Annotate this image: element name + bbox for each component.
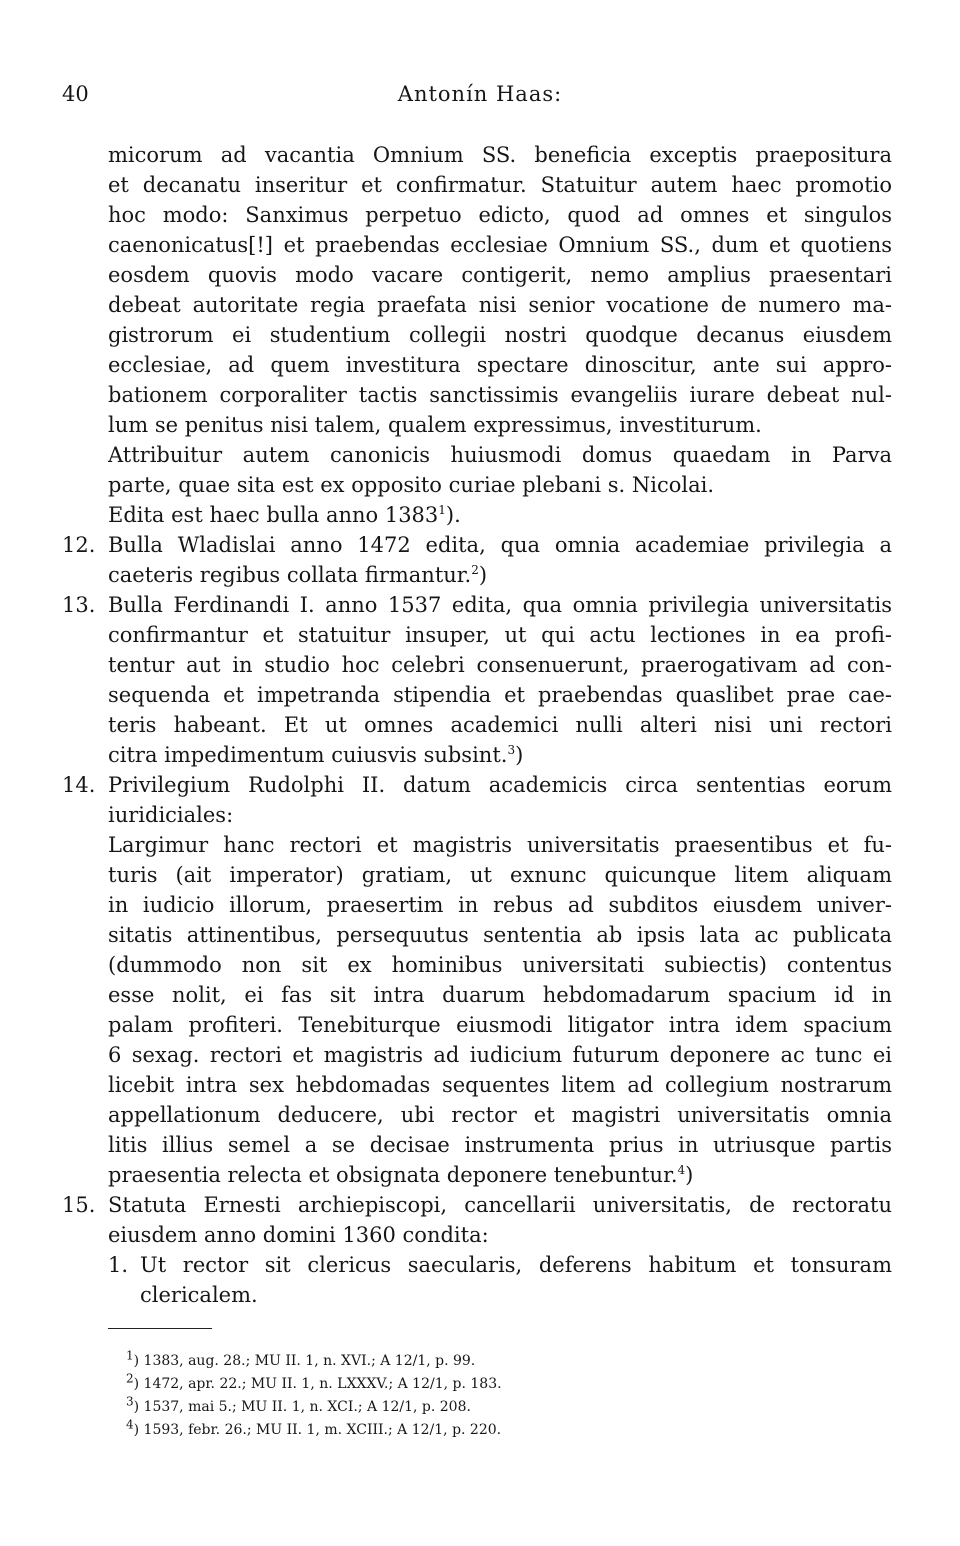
footnote-mark: 3 (126, 1394, 134, 1409)
item-number: 15. (62, 1193, 96, 1217)
text-line: sequenda et impetranda stipendia et praebendas quaslibet prae cae- (108, 683, 892, 707)
text-line: eiusdem anno domini 1360 condita: (108, 1223, 489, 1247)
text-line: Privilegium Rudolphi II. datum academicis circa sententias eorum (108, 773, 892, 797)
text-line: in iudicio illorum, praesertim in rebus ad subditos eiusdem univer- (108, 893, 892, 917)
list-item (62, 770, 892, 1190)
footnote (126, 1373, 502, 1396)
text-line: Ut rector sit clericus saecularis, deferens habitum et tonsuram (140, 1253, 892, 1277)
footnote-ref: 3 (507, 743, 516, 757)
text-line (108, 560, 892, 590)
text-span: citra impedimentum cuiusvis subsint. (108, 743, 508, 767)
text-line: Bulla Wladislai anno 1472 edita, qua omnia academiae privilegia a (108, 533, 892, 557)
body-text (62, 140, 892, 1310)
text-line: 6 sexag. rectori et magistris ad iudicium futurum deponere ac tunc ei (108, 1043, 892, 1067)
text-line: lum se penitus nisi talem, qualem expressimus, investiturum. (108, 413, 762, 437)
footnote-ref-end: ) (478, 563, 488, 587)
sub-list-item (108, 1250, 892, 1310)
sub-item-number: 1. (108, 1253, 129, 1277)
footnote (126, 1396, 502, 1419)
footnote-text: ) 1383, aug. 28.; MU II. 1, n. XVI.; A 12/1, p. 99. (133, 1353, 476, 1369)
footnote-mark: 2 (126, 1371, 134, 1386)
text-line: litis illius semel a se decisae instrumenta prius in utriusque partis (108, 1133, 892, 1157)
page-number: 40 (62, 82, 89, 106)
footnote-ref: 4 (677, 1163, 686, 1177)
footnotes (126, 1350, 502, 1442)
text-line: clericalem. (140, 1283, 258, 1307)
footnote-ref: 1 (438, 503, 446, 517)
text-line: bationem corporaliter tactis sanctissimis evangeliis iurare debeat nul- (108, 383, 892, 407)
item-number: 12. (62, 533, 96, 557)
text-line: eosdem quovis modo vacare contigerit, nemo amplius praesentari (108, 263, 892, 287)
text-line: appellationum deducere, ubi rector et magistri universitatis omnia (108, 1103, 892, 1127)
text-line: licebit intra sex hebdomadas sequentes litem ad collegium nostrarum (108, 1073, 892, 1097)
text-line: ecclesiae, ad quem investitura spectare dinoscitur, ante sui appro- (108, 353, 892, 377)
footnote-rule (108, 1328, 212, 1329)
text-line: Attribuitur autem canonicis huiusmodi domus quaedam in Parva (108, 443, 892, 467)
footnote-text: ) 1537, mai 5.; MU II. 1, n. XCI.; A 12/1, p. 208. (133, 1399, 471, 1415)
footnote-mark: 4 (126, 1417, 134, 1432)
intro-paragraph (108, 140, 892, 530)
running-head: Antonín Haas: (397, 82, 563, 106)
text-line: turis (ait imperator) gratiam, ut exnunc quicunque litem aliquam (108, 863, 892, 887)
edita-text: Edita est haec bulla anno 1383 (108, 503, 439, 527)
edita-line (108, 500, 892, 530)
text-line: palam profiteri. Tenebiturque eiusmodi litigator intra idem spacium (108, 1013, 892, 1037)
text-line (108, 740, 892, 770)
text-line: Largimur hanc rectori et magistris universitatis praesentibus et fu- (108, 833, 892, 857)
footnote-ref: 2 (471, 563, 479, 577)
text-line: gistrorum ei studentium collegii nostri quodque decanus eiusdem (108, 323, 892, 347)
text-line: esse nolit, ei fas sit intra duarum hebdomadarum spacium id in (108, 983, 892, 1007)
text-line: caenonicatus[!] et praebendas ecclesiae Omnium SS., dum et quotiens (108, 233, 892, 257)
text-line: sitatis attinentibus, persequutus sententia ab ipsis lata ac publicata (108, 923, 892, 947)
footnote-text: ) 1472, apr. 22.; MU II. 1, n. LXXXV.; A 12/1, p. 183. (133, 1376, 502, 1392)
text-line: tentur aut in studio hoc celebri consenuerunt, praerogativam ad con- (108, 653, 892, 677)
text-line (108, 1160, 892, 1190)
footnote-text: ) 1593, febr. 26.; MU II. 1, m. XCIII.; A 12/1, p. 220. (133, 1422, 502, 1438)
text-span: praesentia relecta et obsignata deponere tenebuntur. (108, 1163, 678, 1187)
text-line: iuridiciales: (108, 803, 234, 827)
footnote-mark: 1 (126, 1348, 134, 1363)
footnote-ref-end: ) (685, 1163, 694, 1187)
text-line: hoc modo: Sanximus perpetuo edicto, quod ad omnes et singulos (108, 203, 892, 227)
edita-end: ). (445, 503, 461, 527)
list-item (62, 530, 892, 590)
text-line: Bulla Ferdinandi I. anno 1537 edita, qua omnia privilegia universitatis (108, 593, 892, 617)
item-number: 14. (62, 773, 96, 797)
list-item (62, 590, 892, 770)
text-line: micorum ad vacantia Omnium SS. beneficia exceptis praepositura (108, 143, 892, 167)
text-line: debeat autoritate regia praefata nisi senior vocatione de numero ma- (108, 293, 892, 317)
text-line: (dummodo non sit ex hominibus universitati subiectis) contentus (108, 953, 892, 977)
text-line: et decanatu inseritur et confirmatur. Statuitur autem haec promotio (108, 173, 892, 197)
text-span: caeteris regibus collata firmantur. (108, 563, 472, 587)
item-number: 13. (62, 593, 96, 617)
footnote (126, 1350, 502, 1373)
text-line: confirmantur et statuitur insuper, ut qui actu lectiones in ea profi- (108, 623, 892, 647)
text-line: teris habeant. Et ut omnes academici nulli alteri nisi uni rectori (108, 713, 892, 737)
text-line: parte, quae sita est ex opposito curiae plebani s. Nicolai. (108, 473, 715, 497)
footnote (126, 1419, 502, 1442)
footnote-ref-end: ) (515, 743, 524, 767)
list-item (62, 1190, 892, 1250)
text-line: Statuta Ernesti archiepiscopi, cancellarii universitatis, de rectoratu (108, 1193, 892, 1217)
